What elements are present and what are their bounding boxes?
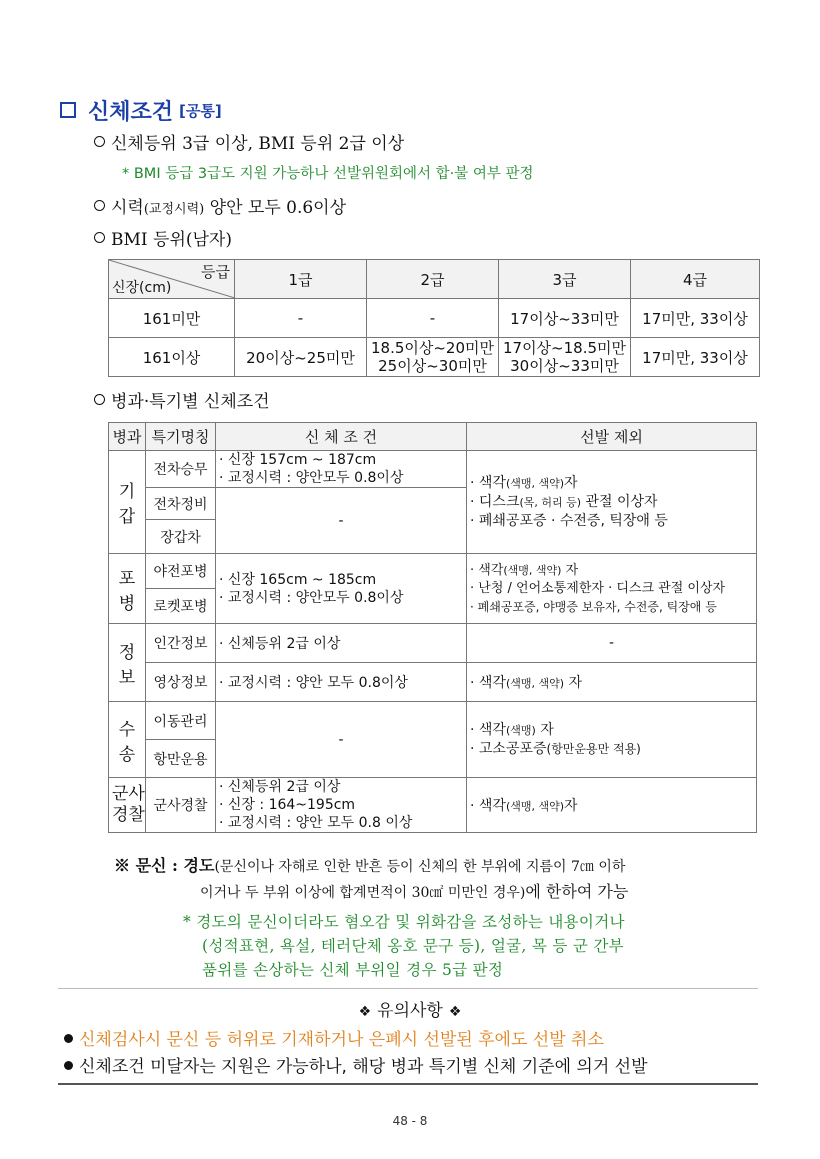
- table-row: [109, 702, 757, 740]
- specialty-cell: 인간정보: [146, 624, 216, 663]
- exclusion-cell: · 색각(색맹, 색약)자: [467, 778, 757, 833]
- table-row: [109, 554, 757, 589]
- condition-cell: · 신장 165cm ~ 185cm · 교정시력 : 양안모두 0.8이상: [216, 554, 467, 624]
- specialty-cell: 항만운용: [146, 740, 216, 778]
- bmi-row: [109, 299, 760, 338]
- bmi-header-cell: 3급: [499, 260, 631, 299]
- tattoo-line-1: ※ 문신 : 경도(문신이나 자해로 인한 반흔 등이 신체의 한 부위에 지름이 7㎝ 이하: [114, 856, 626, 875]
- bmi-note: * BMI 등급 3급도 지원 가능하나 선발위원회에서 합·불 여부 판정: [122, 166, 534, 182]
- branch-cell: 기갑: [109, 451, 146, 554]
- tattoo-line-2: 이거나 두 부위 이상에 합계면적이 30㎠ 미만인 경우)에 한하여 가능: [200, 882, 629, 901]
- bmi-grade-line: 신체등위 3급 이상, BMI 등위 2급 이상: [94, 132, 404, 156]
- condition-table: [108, 422, 757, 833]
- table-row: [109, 624, 757, 663]
- bmi-header-row: [109, 260, 760, 299]
- circle-bullet-icon: [94, 232, 105, 243]
- condition-header-row: [109, 423, 757, 451]
- circle-bullet-icon: [94, 394, 105, 405]
- bottom-rule: [58, 1083, 758, 1085]
- bmi-height-cell: 161이상: [109, 338, 235, 377]
- exclusion-cell: · 색각(색맹, 색약) 자 · 난청 / 언어소통제한자 · 디스크 관절 이상자 · 폐쇄공포증, 야맹증 보유자, 수전증, 틱장애 등: [467, 554, 757, 624]
- divider: [58, 988, 758, 989]
- bmi-table: [108, 259, 760, 377]
- section-heading: [60, 96, 222, 124]
- specialty-cell: 로켓포병: [146, 589, 216, 624]
- bullet-dot-icon: [64, 1034, 73, 1043]
- notice-title: ❖ 유의사항 ❖: [358, 1001, 462, 1021]
- header-exclusion: 선발 제외: [467, 423, 757, 451]
- bmi-value-cell: 18.5이상~20미만 25이상~30미만: [367, 338, 499, 377]
- branch-cell: 정보: [109, 624, 146, 702]
- specialty-cell: 야전포병: [146, 554, 216, 589]
- notice-item-1: 신체검사시 문신 등 허위로 기재하거나 은폐시 선발된 후에도 선발 취소: [64, 1028, 604, 1052]
- checkbox-square-icon: [60, 102, 76, 118]
- condition-cell: -: [216, 488, 467, 554]
- condition-cell: · 신체등위 2급 이상 · 신장 : 164~195cm · 교정시력 : 양안 모두 0.8 이상: [216, 778, 467, 833]
- branch-cell: 군사 경찰: [109, 778, 146, 833]
- bmi-header-cell: 1급: [235, 260, 367, 299]
- specialty-cell: 전차승무: [146, 451, 216, 488]
- condition-cell: · 교정시력 : 양안 모두 0.8이상: [216, 663, 467, 702]
- circle-bullet-icon: [94, 200, 105, 211]
- exclusion-cell: · 색각(색맹, 색약) 자: [467, 663, 757, 702]
- vision-line: 시력(교정시력) 양안 모두 0.6이상: [94, 196, 346, 222]
- specialty-cell: 전차정비: [146, 488, 216, 520]
- exclusion-cell: · 색각(색맹, 색약)자 · 디스크(목, 허리 등) 관절 이상자 · 폐쇄공포증 · 수전증, 틱장애 등: [467, 451, 757, 554]
- table-row: [109, 663, 757, 702]
- bmi-header-cell: 4급: [631, 260, 760, 299]
- condition-cell: -: [216, 702, 467, 778]
- page-number: 48 - 8: [392, 1114, 428, 1128]
- diamond-icon: ❖: [358, 1004, 372, 1020]
- specialty-cell: 이동관리: [146, 702, 216, 740]
- tattoo-note-3: 품위를 손상하는 신체 부위일 경우 5급 판정: [202, 961, 504, 979]
- section-tag: [공통]: [179, 101, 222, 120]
- condition-cell: · 신체등위 2급 이상: [216, 624, 467, 663]
- bmi-corner-cell: [109, 260, 235, 299]
- diamond-icon: ❖: [448, 1004, 462, 1020]
- section-title: 신체조건: [88, 99, 174, 125]
- header-branch: 병과: [109, 423, 146, 451]
- bullet-dot-icon: [64, 1061, 73, 1070]
- specialty-cell: 장갑차: [146, 520, 216, 554]
- bmi-value-cell: -: [367, 299, 499, 338]
- bmi-height-cell: 161미만: [109, 299, 235, 338]
- table-row: [109, 451, 757, 488]
- tattoo-note-2: (성적표현, 욕설, 테러단체 옹호 문구 등), 얼굴, 목 등 군 간부: [202, 937, 624, 955]
- notice-item-2: 신체조건 미달자는 지원은 가능하나, 해당 병과 특기별 신체 기준에 의거 선발: [64, 1055, 648, 1079]
- cond-table-title: 병과·특기별 신체조건: [94, 390, 270, 414]
- exclusion-cell: · 색각(색맹) 자 · 고소공포증(항만운용만 적용): [467, 702, 757, 778]
- corner-grade-label: 등급: [201, 263, 230, 281]
- specialty-cell: 영상정보: [146, 663, 216, 702]
- branch-cell: 포병: [109, 554, 146, 624]
- bmi-value-cell: -: [235, 299, 367, 338]
- bmi-value-cell: 20이상~25미만: [235, 338, 367, 377]
- bmi-value-cell: 17미만, 33이상: [631, 299, 760, 338]
- bmi-header-cell: 2급: [367, 260, 499, 299]
- bmi-value-cell: 17이상~33미만: [499, 299, 631, 338]
- corner-height-label: 신장(cm): [112, 280, 172, 296]
- bmi-value-cell: 17미만, 33이상: [631, 338, 760, 377]
- exclusion-cell: -: [467, 624, 757, 663]
- bmi-table-title: BMI 등위(남자): [94, 228, 232, 252]
- circle-bullet-icon: [94, 136, 105, 147]
- specialty-cell: 군사경찰: [146, 778, 216, 833]
- table-row: [109, 778, 757, 833]
- header-specialty: 특기명칭: [146, 423, 216, 451]
- branch-cell: 수송: [109, 702, 146, 778]
- bmi-row: [109, 338, 760, 377]
- tattoo-note-1: * 경도의 문신이더라도 혐오감 및 위화감을 조성하는 내용이거나: [183, 913, 625, 931]
- bmi-value-cell: 17이상~18.5미만 30이상~33미만: [499, 338, 631, 377]
- condition-cell: · 신장 157cm ~ 187cm · 교정시력 : 양안모두 0.8이상: [216, 451, 467, 488]
- header-condition: 신 체 조 건: [216, 423, 467, 451]
